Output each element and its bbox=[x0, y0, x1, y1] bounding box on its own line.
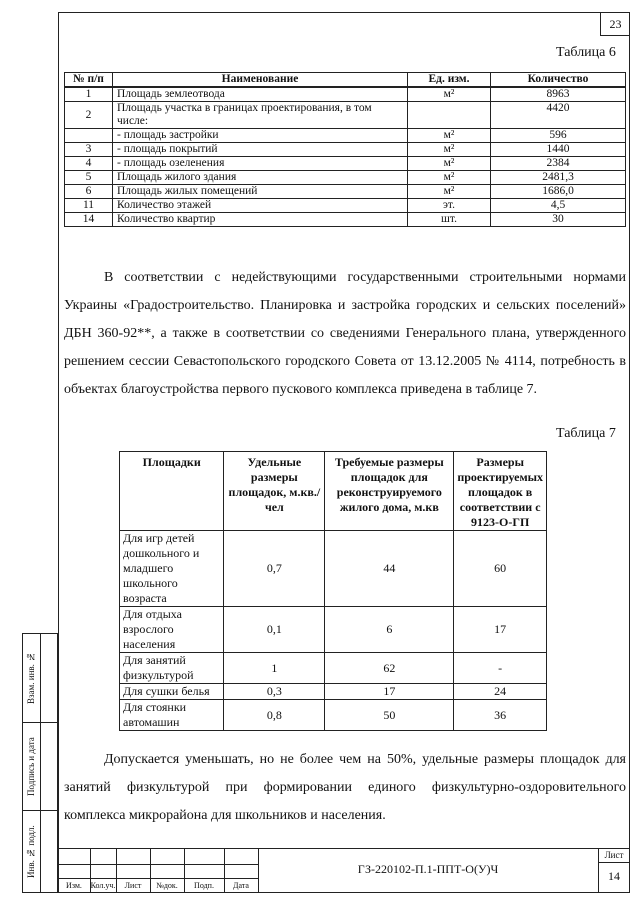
row-qty: 4420 bbox=[491, 102, 626, 129]
row-unit: эт. bbox=[408, 199, 491, 213]
table7-header-required: Требуемые размеры площадок для реконструируемого жилого дома, м.кв bbox=[325, 452, 454, 531]
table-row bbox=[65, 199, 626, 213]
row-qty: 596 bbox=[491, 129, 626, 143]
table-row bbox=[65, 143, 626, 157]
row-site: Для стоянки автомашин bbox=[120, 700, 224, 731]
row-num: 3 bbox=[65, 143, 113, 157]
row-num: 2 bbox=[65, 102, 113, 129]
stamp-col-date: Дата bbox=[233, 881, 249, 890]
row-qty: 1686,0 bbox=[491, 185, 626, 199]
row-specific: 0,1 bbox=[224, 607, 325, 653]
side-label-replacement: Взам. инв. № bbox=[26, 651, 36, 705]
table7-caption: Таблица 7 bbox=[556, 426, 616, 441]
table-row bbox=[120, 531, 547, 607]
row-num: 6 bbox=[65, 185, 113, 199]
row-num: 14 bbox=[65, 213, 113, 227]
row-specific: 0,3 bbox=[224, 684, 325, 700]
row-name: Площадь жилого здания bbox=[113, 171, 408, 185]
row-designed: 17 bbox=[454, 607, 547, 653]
row-required: 6 bbox=[325, 607, 454, 653]
table7-header-designed: Размеры проектируемых площадок в соответствии с 9123-О-ГП bbox=[454, 452, 547, 531]
table6-header-unit: Ед. изм. bbox=[408, 73, 491, 88]
table6-header-num: № п/п bbox=[65, 73, 113, 88]
row-name: Количество квартир bbox=[113, 213, 408, 227]
row-name: Площадь землеотвода bbox=[113, 87, 408, 102]
row-unit: м² bbox=[408, 87, 491, 102]
side-label-signature: Подпись и дата bbox=[26, 737, 36, 797]
table-row bbox=[120, 700, 547, 731]
table-row bbox=[65, 157, 626, 171]
table-row bbox=[120, 684, 547, 700]
row-unit: м² bbox=[408, 171, 491, 185]
row-name: - площадь застройки bbox=[113, 129, 408, 143]
row-unit bbox=[408, 102, 491, 129]
row-required: 17 bbox=[325, 684, 454, 700]
row-qty: 8963 bbox=[491, 87, 626, 102]
paragraph-reduction: Допускается уменьшать, но не более чем на 50%, удельные размеры площадок для занятий физкультурой при формировании единого физкультурно-оздоровительного комплекса микрорайона для школьников и населения. bbox=[64, 752, 626, 823]
table6-header-qty: Количество bbox=[491, 73, 626, 88]
table6-header-name: Наименование bbox=[113, 73, 408, 88]
row-unit: м² bbox=[408, 129, 491, 143]
row-unit: шт. bbox=[408, 213, 491, 227]
row-name: Площадь участка в границах проектирования, в том числе: bbox=[113, 102, 408, 129]
table-row bbox=[65, 171, 626, 185]
row-num: 4 bbox=[65, 157, 113, 171]
row-qty: 4,5 bbox=[491, 199, 626, 213]
row-site: Для игр детей дошкольного и младшего школьного возраста bbox=[120, 531, 224, 607]
row-designed: 60 bbox=[454, 531, 547, 607]
row-name: - площадь покрытий bbox=[113, 143, 408, 157]
row-qty: 2384 bbox=[491, 157, 626, 171]
table-row bbox=[65, 87, 626, 102]
row-qty: 1440 bbox=[491, 143, 626, 157]
table-row bbox=[65, 213, 626, 227]
table-row bbox=[120, 653, 547, 684]
table-row bbox=[65, 129, 626, 143]
row-specific: 1 bbox=[224, 653, 325, 684]
row-site: Для сушки белья bbox=[120, 684, 224, 700]
row-required: 44 bbox=[325, 531, 454, 607]
row-name: - площадь озеленения bbox=[113, 157, 408, 171]
row-specific: 0,7 bbox=[224, 531, 325, 607]
row-num: 1 bbox=[65, 87, 113, 102]
table7-header-specific: Удельные размеры площадок, м.кв./чел bbox=[224, 452, 325, 531]
row-required: 50 bbox=[325, 700, 454, 731]
stamp-grid-line bbox=[58, 878, 258, 879]
row-name: Количество этажей bbox=[113, 199, 408, 213]
sheet-label: Лист bbox=[604, 850, 624, 860]
table6 bbox=[64, 72, 626, 227]
table6-caption: Таблица 6 bbox=[556, 45, 616, 60]
table7 bbox=[119, 451, 547, 731]
row-qty: 2481,3 bbox=[491, 171, 626, 185]
row-num: 5 bbox=[65, 171, 113, 185]
row-designed: - bbox=[454, 653, 547, 684]
stamp-grid-line bbox=[58, 864, 258, 865]
stamp-col-doc: №док. bbox=[156, 881, 178, 890]
side-stamp-divider bbox=[22, 722, 58, 723]
stamp-col-sheet: Лист bbox=[124, 881, 142, 890]
row-name: Площадь жилых помещений bbox=[113, 185, 408, 199]
row-unit: м² bbox=[408, 157, 491, 171]
document-code: ГЗ-220102-П.1-ППТ-О(У)Ч bbox=[357, 862, 499, 876]
stamp-col-sign: Подп. bbox=[194, 881, 214, 890]
row-unit: м² bbox=[408, 185, 491, 199]
row-site: Для отдыха взрослого населения bbox=[120, 607, 224, 653]
row-designed: 24 bbox=[454, 684, 547, 700]
side-label-inventory: Инв. № подл. bbox=[26, 825, 36, 879]
stamp-col-count: Кол.уч. bbox=[90, 881, 116, 890]
table-row bbox=[65, 102, 626, 129]
paragraph-requirements: В соответствии с недействующими государственными строительными нормами Украины «Градостроительство. Планировка и застройка городских и сельских поселений» ДБН 360-92**, а также в соответствии со сведениями Генерального плана, утвержденного решением сессии Севастопольского городского Совета от 13.12.2005 № 4114, потребность в объектах благоустройства первого пускового комплекса приведена в таблице 7. bbox=[64, 270, 626, 397]
row-specific: 0,8 bbox=[224, 700, 325, 731]
row-designed: 36 bbox=[454, 700, 547, 731]
stamp-grid-line bbox=[598, 862, 630, 863]
table-row bbox=[65, 185, 626, 199]
table-row bbox=[120, 607, 547, 653]
row-num bbox=[65, 129, 113, 143]
table7-header-site: Площадки bbox=[120, 452, 224, 531]
row-qty: 30 bbox=[491, 213, 626, 227]
row-num: 11 bbox=[65, 199, 113, 213]
stamp-top-line bbox=[58, 848, 630, 849]
page-number-top: 23 bbox=[600, 12, 630, 36]
side-stamp-divider bbox=[22, 810, 58, 811]
row-site: Для занятий физкультурой bbox=[120, 653, 224, 684]
row-unit: м² bbox=[408, 143, 491, 157]
stamp-col-change: Изм. bbox=[66, 881, 82, 890]
sheet-number: 14 bbox=[608, 869, 620, 883]
row-required: 62 bbox=[325, 653, 454, 684]
